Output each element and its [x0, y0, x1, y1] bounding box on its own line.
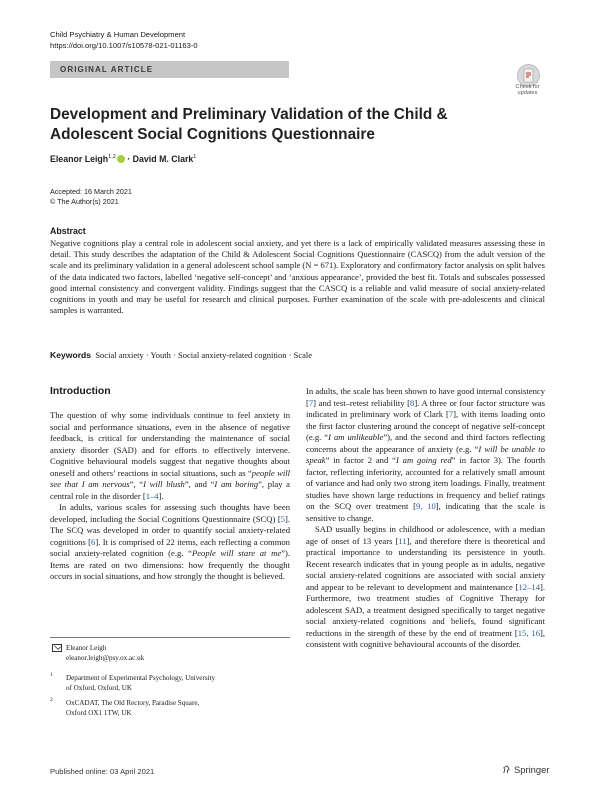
check-updates-line2: updates	[517, 90, 538, 96]
citation-link[interactable]: 8	[410, 397, 415, 408]
section-heading: Introduction	[50, 386, 111, 397]
article-type-label: ORIGINAL ARTICLE	[60, 65, 154, 74]
author-affiliation-sup: 1,2	[108, 154, 116, 160]
author-separator: ·	[127, 154, 131, 164]
body-column-left	[50, 410, 290, 583]
paragraph: In adults, the scale has been shown to have good internal consistency [7] and test–retest reliability [8]. A three or four factor structure was indicated in preliminary work of Clark [7], with items loading onto the first factor clustering around the concept of negative self-concept (e.g. “I am unlikeable”), and the second and third factors reflecting concerns about the appearance of anxiety (e.g. “I will be unable to speak” in factor 2 and “I am going red” in factor 3). The fourth factor, reflecting inferiority, accounted for a relatively small amount of variance and had only two strong item loadings. Finally, treatment studies have shown large reductions in frequency and belief ratings on the SCQ over treatment [9, 10], indicating that the scale is sensitive to change.	[306, 386, 546, 523]
article-title: Development and Preliminary Validation of the Child & Adolescent Social Cognitions Questionnaire	[50, 106, 448, 143]
affiliation: Department of Experimental Psychology, University of Oxford, Oxford, UK	[66, 674, 216, 692]
journal-name: Child Psychiatry & Human Development	[50, 30, 186, 39]
abstract-heading: Abstract	[50, 226, 86, 236]
citation-link[interactable]: 11	[398, 535, 407, 546]
citation-link[interactable]: 12–14	[518, 581, 540, 592]
citation-link[interactable]: 9, 10	[415, 501, 436, 511]
keywords-line	[50, 350, 545, 360]
publisher-logo	[502, 764, 549, 775]
citation-link[interactable]: 5	[280, 513, 285, 524]
affiliation-number: 1	[50, 672, 53, 678]
affiliation: OxCADAT, The Old Rectory, Paradise Square, Oxford OX1 1TW, UK	[66, 699, 200, 717]
check-for-updates-badge[interactable]	[511, 63, 544, 97]
abstract-text: Negative cognitions play a central role in adolescent social anxiety, and yet there is a lack of empirically validated measures assessing these in detail. This study describes the adaptation of the Child & Adolescent Social Cognitions Questionnaire (CASCQ) from the adult version of the scale and its preliminary validation in a general adolescent school sample (N = 671). Exploratory and confirmatory factor analysis on split halves of the data indicated two factors, labelled ‘negative self-concept’ and ‘anxious appearance’, provided the best fit. Totals and subscales possessed good internal consistency and convergent validity. Findings suggest that the CASCQ is a reliable and valid measure of social anxiety-related cognitions in youth and may be useful for research and clinical purposes. Further examination of the scale with pre-adolescents and clinical samples is warranted.	[50, 238, 545, 316]
citation-link[interactable]: 7	[448, 409, 454, 419]
article-dates	[50, 187, 132, 207]
orcid-icon[interactable]	[117, 155, 125, 163]
keywords-text: Social anxiety · Youth · Social anxiety-related cognition · Scale	[95, 350, 313, 360]
body-column-right	[306, 386, 545, 651]
article-type-bar	[50, 61, 289, 78]
citation-link[interactable]: 1–4	[145, 490, 159, 501]
citation-link[interactable]: 6	[91, 536, 96, 547]
paragraph: SAD usually begins in childhood or adolescence, with a median age of onset of 13 years [11], and therefore there is theoretical and practical importance to understanding its persistence in youth. Recent research indicates that in young people as in adults, negative social anxiety-related cognitions are associated with social anxiety and appear to be relevant to development and maintenance [12–14]. Furthermore, two treatment studies of Cognitive Therapy for adolescent SAD, a treatment designed specifically to target negative social anxiety-related cognitions and beliefs, found significant reductions in the strength of these by the end of treatment [15, 16], consistent with cognitive behavioural accounts of the disorder.	[306, 524, 546, 649]
citation-link[interactable]: 7	[308, 397, 314, 408]
keywords-heading: Keywords	[50, 350, 92, 360]
publisher-name: Springer	[514, 764, 550, 775]
affiliation-number: 2	[50, 697, 53, 703]
accepted-date: Accepted: 16 March 2021	[50, 187, 132, 196]
springer-horse-icon	[502, 765, 511, 774]
doi-link[interactable]: https://doi.org/10.1007/s10578-021-01163-0	[50, 41, 198, 50]
paragraph: In adults, various scales for assessing such thoughts have been developed, including the Social Cognitions Questionnaire (SCQ) [5]. The SCQ was developed in order to quantify social anxiety-related cognitions [6]. It is comprised of 22 items, each reflecting a common social anxiety-related cognition (e.g. “People will stare at me”). Items are rated on two dimensions: how frequently the thought occurs in social situations, and how strongly the thought is believed.	[50, 502, 290, 581]
check-updates-line1: Check for	[515, 84, 540, 90]
footnote-divider	[50, 637, 290, 638]
author-list	[50, 154, 196, 164]
contact-name: Eleanor Leigh	[66, 644, 107, 652]
check-updates-text	[511, 84, 544, 96]
published-date: Published online: 03 April 2021	[50, 767, 155, 776]
corresponding-author	[66, 643, 144, 663]
journal-header	[50, 29, 198, 51]
contact-email[interactable]: eleanor.leigh@psy.ox.ac.uk	[66, 654, 145, 662]
author-affiliation-sup: 1	[193, 154, 197, 160]
paragraph: The question of why some individuals continue to feel anxiety in social and performance situations, even in the absence of negative feedback, is critical for understanding the maintenance of social anxiety disorder (SAD) and for efforts to effectively intervene. Cognitive behavioural models suggest that negative thoughts about oneself and others’ reactions in social situations, such as “people will see that I am nervous”, “I will blush”, and “I am boring”, play a central role in the disorder [1–4].	[50, 410, 291, 501]
envelope-icon	[52, 644, 62, 652]
author-name[interactable]: Eleanor Leigh	[50, 154, 109, 164]
author-name[interactable]: David M. Clark	[132, 154, 194, 164]
citation-link[interactable]: 15, 16	[517, 627, 540, 638]
copyright-line: © The Author(s) 2021	[50, 197, 119, 206]
